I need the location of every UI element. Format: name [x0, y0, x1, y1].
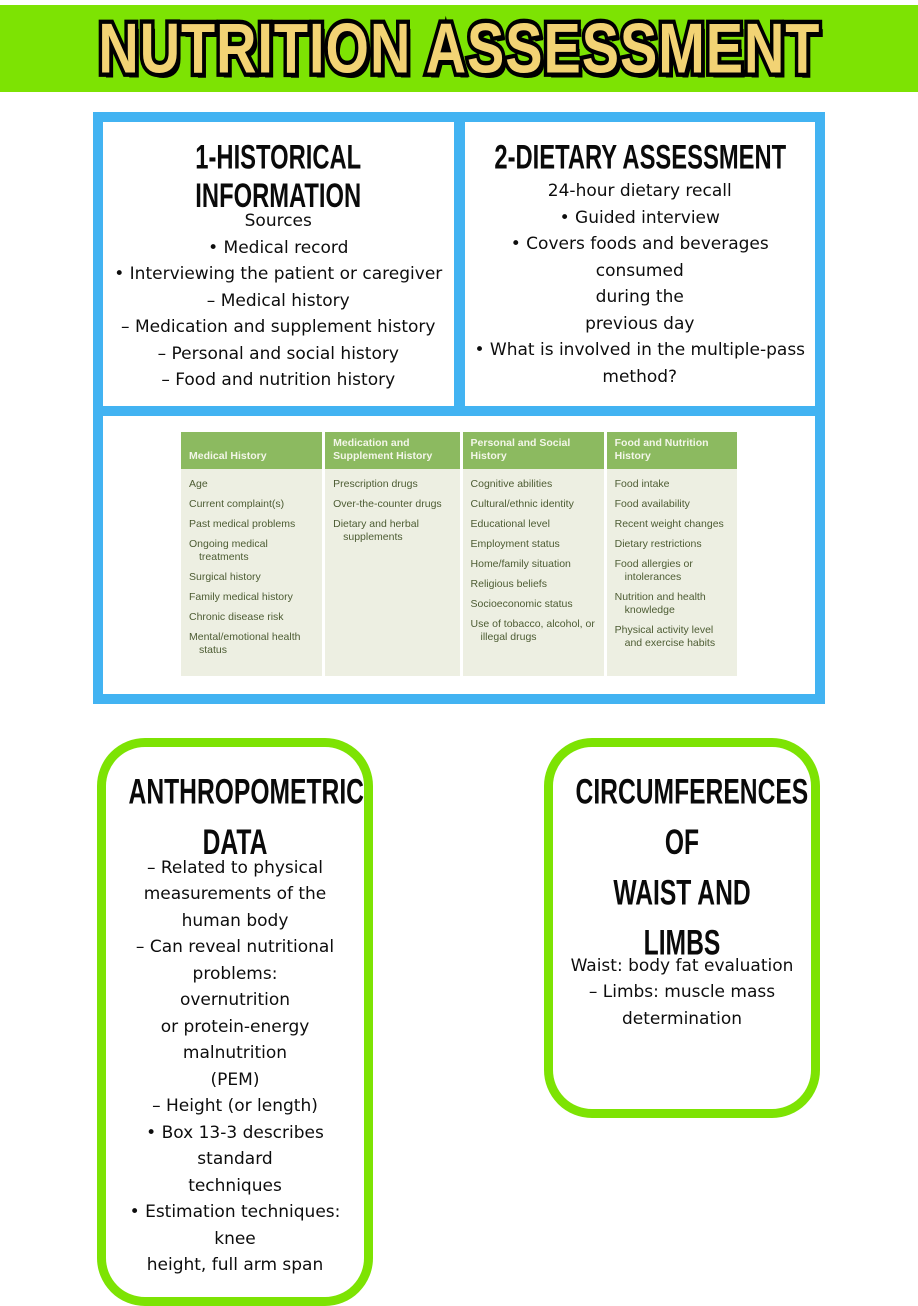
table-cell: Past medical problems: [189, 517, 296, 530]
top-columns-row: [103, 122, 815, 406]
table-cell: Age: [189, 477, 208, 490]
table-header-personal-social-history: Personal and Social History: [463, 432, 604, 469]
historical-line: – Food and nutrition history: [161, 370, 396, 390]
anthropometric-line: – Can reveal nutritional problems:: [135, 937, 335, 984]
dietary-line: previous day: [585, 313, 695, 334]
table-cell: Socioeconomic status: [470, 597, 573, 610]
table-cell: Dietary and herbal supplements: [333, 517, 419, 543]
historical-information-panel: [103, 122, 454, 406]
table-cell: Over-the-counter drugs: [333, 497, 442, 510]
table-cell: Dietary restrictions: [614, 537, 702, 550]
table-header-medical-history: Medical History: [181, 432, 322, 469]
table-cell: Chronic disease risk: [189, 610, 284, 623]
anthropometric-line: • Box 13-3 describes standard: [146, 1122, 324, 1169]
history-reference-table: [181, 432, 737, 676]
dietary-line: • Guided interview: [559, 207, 720, 228]
blue-framed-section: [93, 112, 825, 704]
table-cell: Nutrition and health knowledge: [614, 590, 706, 616]
historical-line: – Medical history: [206, 290, 350, 311]
dietary-line: • What is involved in the multiple-pass: [474, 340, 806, 360]
anthropometric-line: measurements of the human body: [143, 884, 327, 931]
anthropometric-line: or protein-energy malnutrition: [160, 1016, 310, 1063]
dietary-heading: 2-DIETARY ASSESSMENT: [493, 138, 786, 177]
anthropometric-body: [114, 855, 356, 1279]
table-cell: Cultural/ethnic identity: [470, 497, 574, 510]
table-header-food-nutrition-history: Food and Nutrition History: [607, 432, 737, 469]
history-table-section: [103, 416, 815, 694]
table-column-personal-social-history: [463, 469, 604, 676]
anthropometric-line: height, full arm span: [146, 1255, 324, 1275]
anthropometric-line: – Height (or length): [152, 1096, 318, 1116]
table-cell: Mental/emotional health status: [189, 630, 301, 656]
anthropometric-line: techniques: [188, 1175, 282, 1196]
table-cell: Food allergies or intolerances: [614, 557, 693, 583]
table-column-medical-history: [181, 469, 322, 676]
table-column-food-nutrition-history: [607, 469, 737, 676]
circumferences-heading-line2: WAIST AND LIMBS: [613, 872, 751, 962]
dietary-line: • Covers foods and beverages consumed: [510, 234, 769, 281]
anthropometric-line: (PEM): [210, 1069, 260, 1090]
circumferences-line: – Limbs: muscle mass determination: [588, 982, 776, 1029]
table-cell: Surgical history: [189, 570, 261, 583]
historical-line: – Medication and supplement history: [121, 317, 436, 337]
table-cell: Family medical history: [189, 590, 293, 603]
table-cell: Ongoing medical treatments: [189, 537, 268, 563]
circumferences-heading-line1: CIRCUMFERENCES OF: [575, 771, 809, 861]
circumferences-card: [544, 738, 820, 1118]
dietary-line: during the: [595, 287, 684, 307]
anthropometric-line: – Related to physical: [146, 857, 324, 878]
table-cell: Religious beliefs: [470, 577, 547, 590]
historical-heading: 1-HISTORICAL INFORMATION: [195, 138, 362, 215]
title-banner: [0, 5, 918, 92]
historical-line: – Personal and social history: [157, 343, 399, 364]
historical-line: Sources: [244, 211, 312, 231]
dietary-line: method?: [602, 366, 678, 387]
table-cell: Prescription drugs: [333, 477, 418, 490]
table-cell: Food intake: [614, 477, 670, 490]
table-cell: Use of tobacco, alcohol, or illegal drugs: [470, 617, 595, 643]
bottom-cards-row: [0, 738, 918, 1306]
historical-line: • Interviewing the patient or caregiver: [114, 264, 443, 284]
historical-line: • Medical record: [208, 237, 349, 258]
table-cell: Educational level: [470, 517, 550, 530]
table-cell: Physical activity level and exercise habits: [614, 623, 716, 649]
table-cell: Current complaint(s): [189, 497, 285, 510]
anthropometric-line: overnutrition: [179, 990, 291, 1010]
anthropometric-data-card: [97, 738, 373, 1306]
anthropometric-line: • Estimation techniques: knee: [129, 1202, 341, 1249]
page-title: NUTRITION ASSESSMENT: [97, 8, 821, 89]
dietary-assessment-panel: [465, 122, 816, 406]
dietary-line: 24-hour dietary recall: [547, 181, 732, 201]
anthropometric-heading: ANTHROPOMETRIC DATA: [128, 771, 364, 861]
table-header-medication-supplement-history: Medication and Supplement History: [325, 432, 459, 469]
table-cell: Employment status: [470, 537, 560, 550]
table-cell: Food availability: [614, 497, 690, 510]
table-cell: Home/family situation: [470, 557, 571, 570]
table-cell: Cognitive abilities: [470, 477, 553, 490]
circumferences-line: Waist: body fat evaluation: [570, 955, 794, 976]
table-column-medication-supplement-history: [325, 469, 459, 676]
table-cell: Recent weight changes: [614, 517, 724, 530]
circumferences-heading: [575, 767, 809, 969]
